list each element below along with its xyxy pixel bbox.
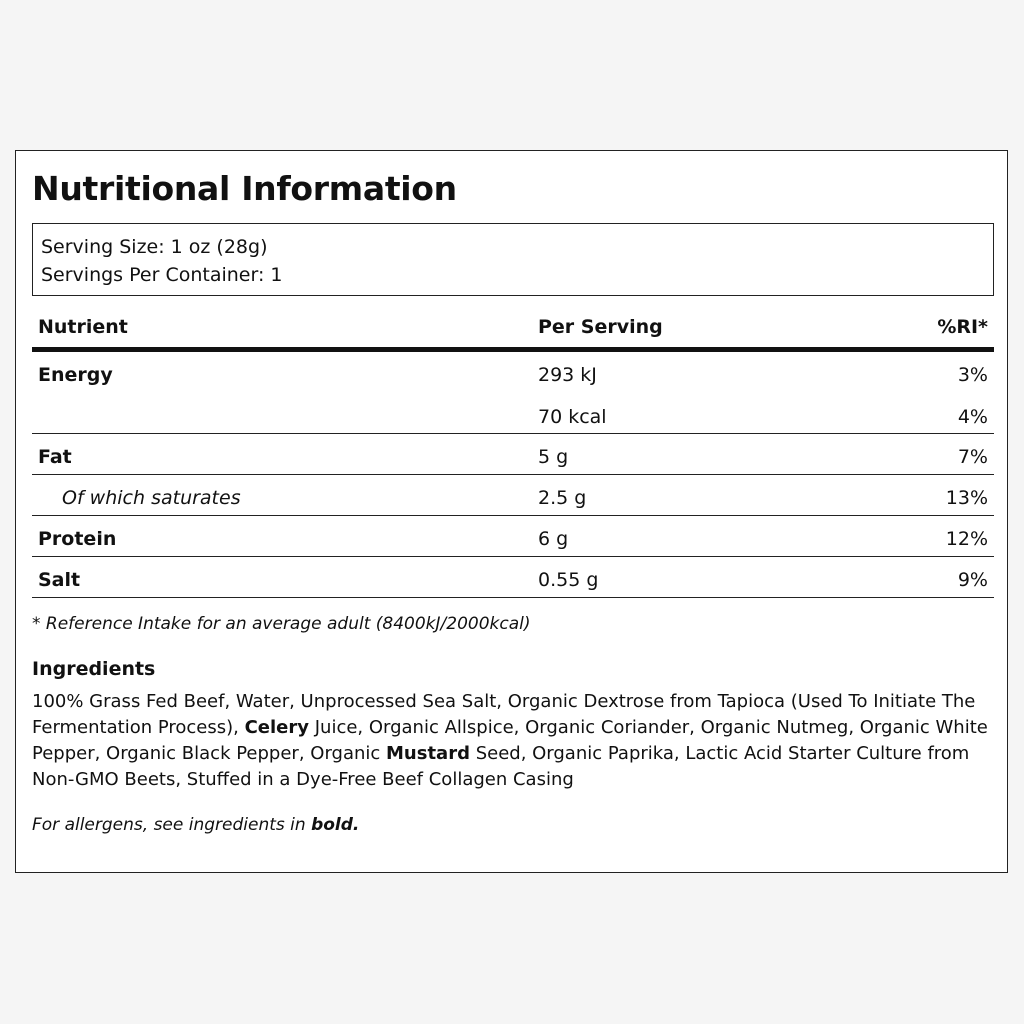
nutrient-name: Energy	[38, 364, 113, 386]
ri-value: 7%	[957, 446, 988, 468]
ingredients-text-part: Seed, Organic Paprika, Lactic Acid Starter Culture from Non-GMO Beets, Stuffed in a Dye-Free Beef Collagen Casing	[32, 743, 970, 790]
serving-info-box	[32, 223, 994, 296]
nutrient-name: Fat	[38, 446, 72, 468]
nutrition-label	[15, 150, 1008, 873]
allergen-note-prefix: For allergens, see ingredients in	[32, 815, 312, 835]
ingredients-text-part: Juice, Organic Allspice, Organic Coriander, Organic Nutmeg, Organic White Pepper, Organic Black Pepper, Organic	[32, 717, 988, 764]
ingredients-text-part: 100% Grass Fed Beef, Water, Unprocessed Sea Salt, Organic Dextrose from Tapioca (Used To Initiate The Fermentation Process),	[32, 691, 976, 738]
allergen-note	[32, 815, 359, 835]
reference-intake-footnote: * Reference Intake for an average adult (8400kJ/2000kcal)	[32, 614, 531, 634]
per-serving-value: 5 g	[538, 446, 569, 468]
ri-value-kcal: 4%	[957, 406, 988, 428]
table-row-fat	[32, 434, 994, 475]
per-serving-value: 6 g	[538, 528, 569, 550]
ri-value: 9%	[957, 569, 988, 591]
nutrient-name: Salt	[38, 569, 81, 591]
table-row-saturates	[32, 475, 994, 516]
ri-value: 3%	[957, 364, 988, 386]
per-serving-value: 293 kJ	[538, 364, 597, 386]
header-nutrient: Nutrient	[38, 316, 128, 338]
per-serving-value: 2.5 g	[538, 487, 587, 509]
table-header	[32, 311, 994, 352]
ingredients-heading: Ingredients	[32, 658, 156, 680]
per-serving-value: 0.55 g	[538, 569, 599, 591]
table-row-energy	[32, 352, 994, 434]
ingredients-text	[32, 689, 998, 793]
allergen-note-emphasis: bold.	[311, 815, 360, 835]
header-ri: %RI*	[937, 316, 988, 338]
label-title: Nutritional Information	[32, 169, 457, 208]
nutrient-name: Of which saturates	[62, 487, 241, 509]
header-per-serving: Per Serving	[538, 316, 663, 338]
servings-per-container: Servings Per Container: 1	[41, 264, 283, 286]
nutrient-name: Protein	[38, 528, 117, 550]
table-row-protein	[32, 516, 994, 557]
table-row-salt	[32, 557, 994, 598]
per-serving-value-kcal: 70 kcal	[538, 406, 607, 428]
allergen-mustard: Mustard	[386, 743, 470, 764]
nutrition-table	[32, 311, 994, 598]
ri-value: 13%	[945, 487, 988, 509]
ri-value: 12%	[945, 528, 988, 550]
allergen-celery: Celery	[244, 717, 309, 738]
serving-size: Serving Size: 1 oz (28g)	[41, 236, 268, 258]
